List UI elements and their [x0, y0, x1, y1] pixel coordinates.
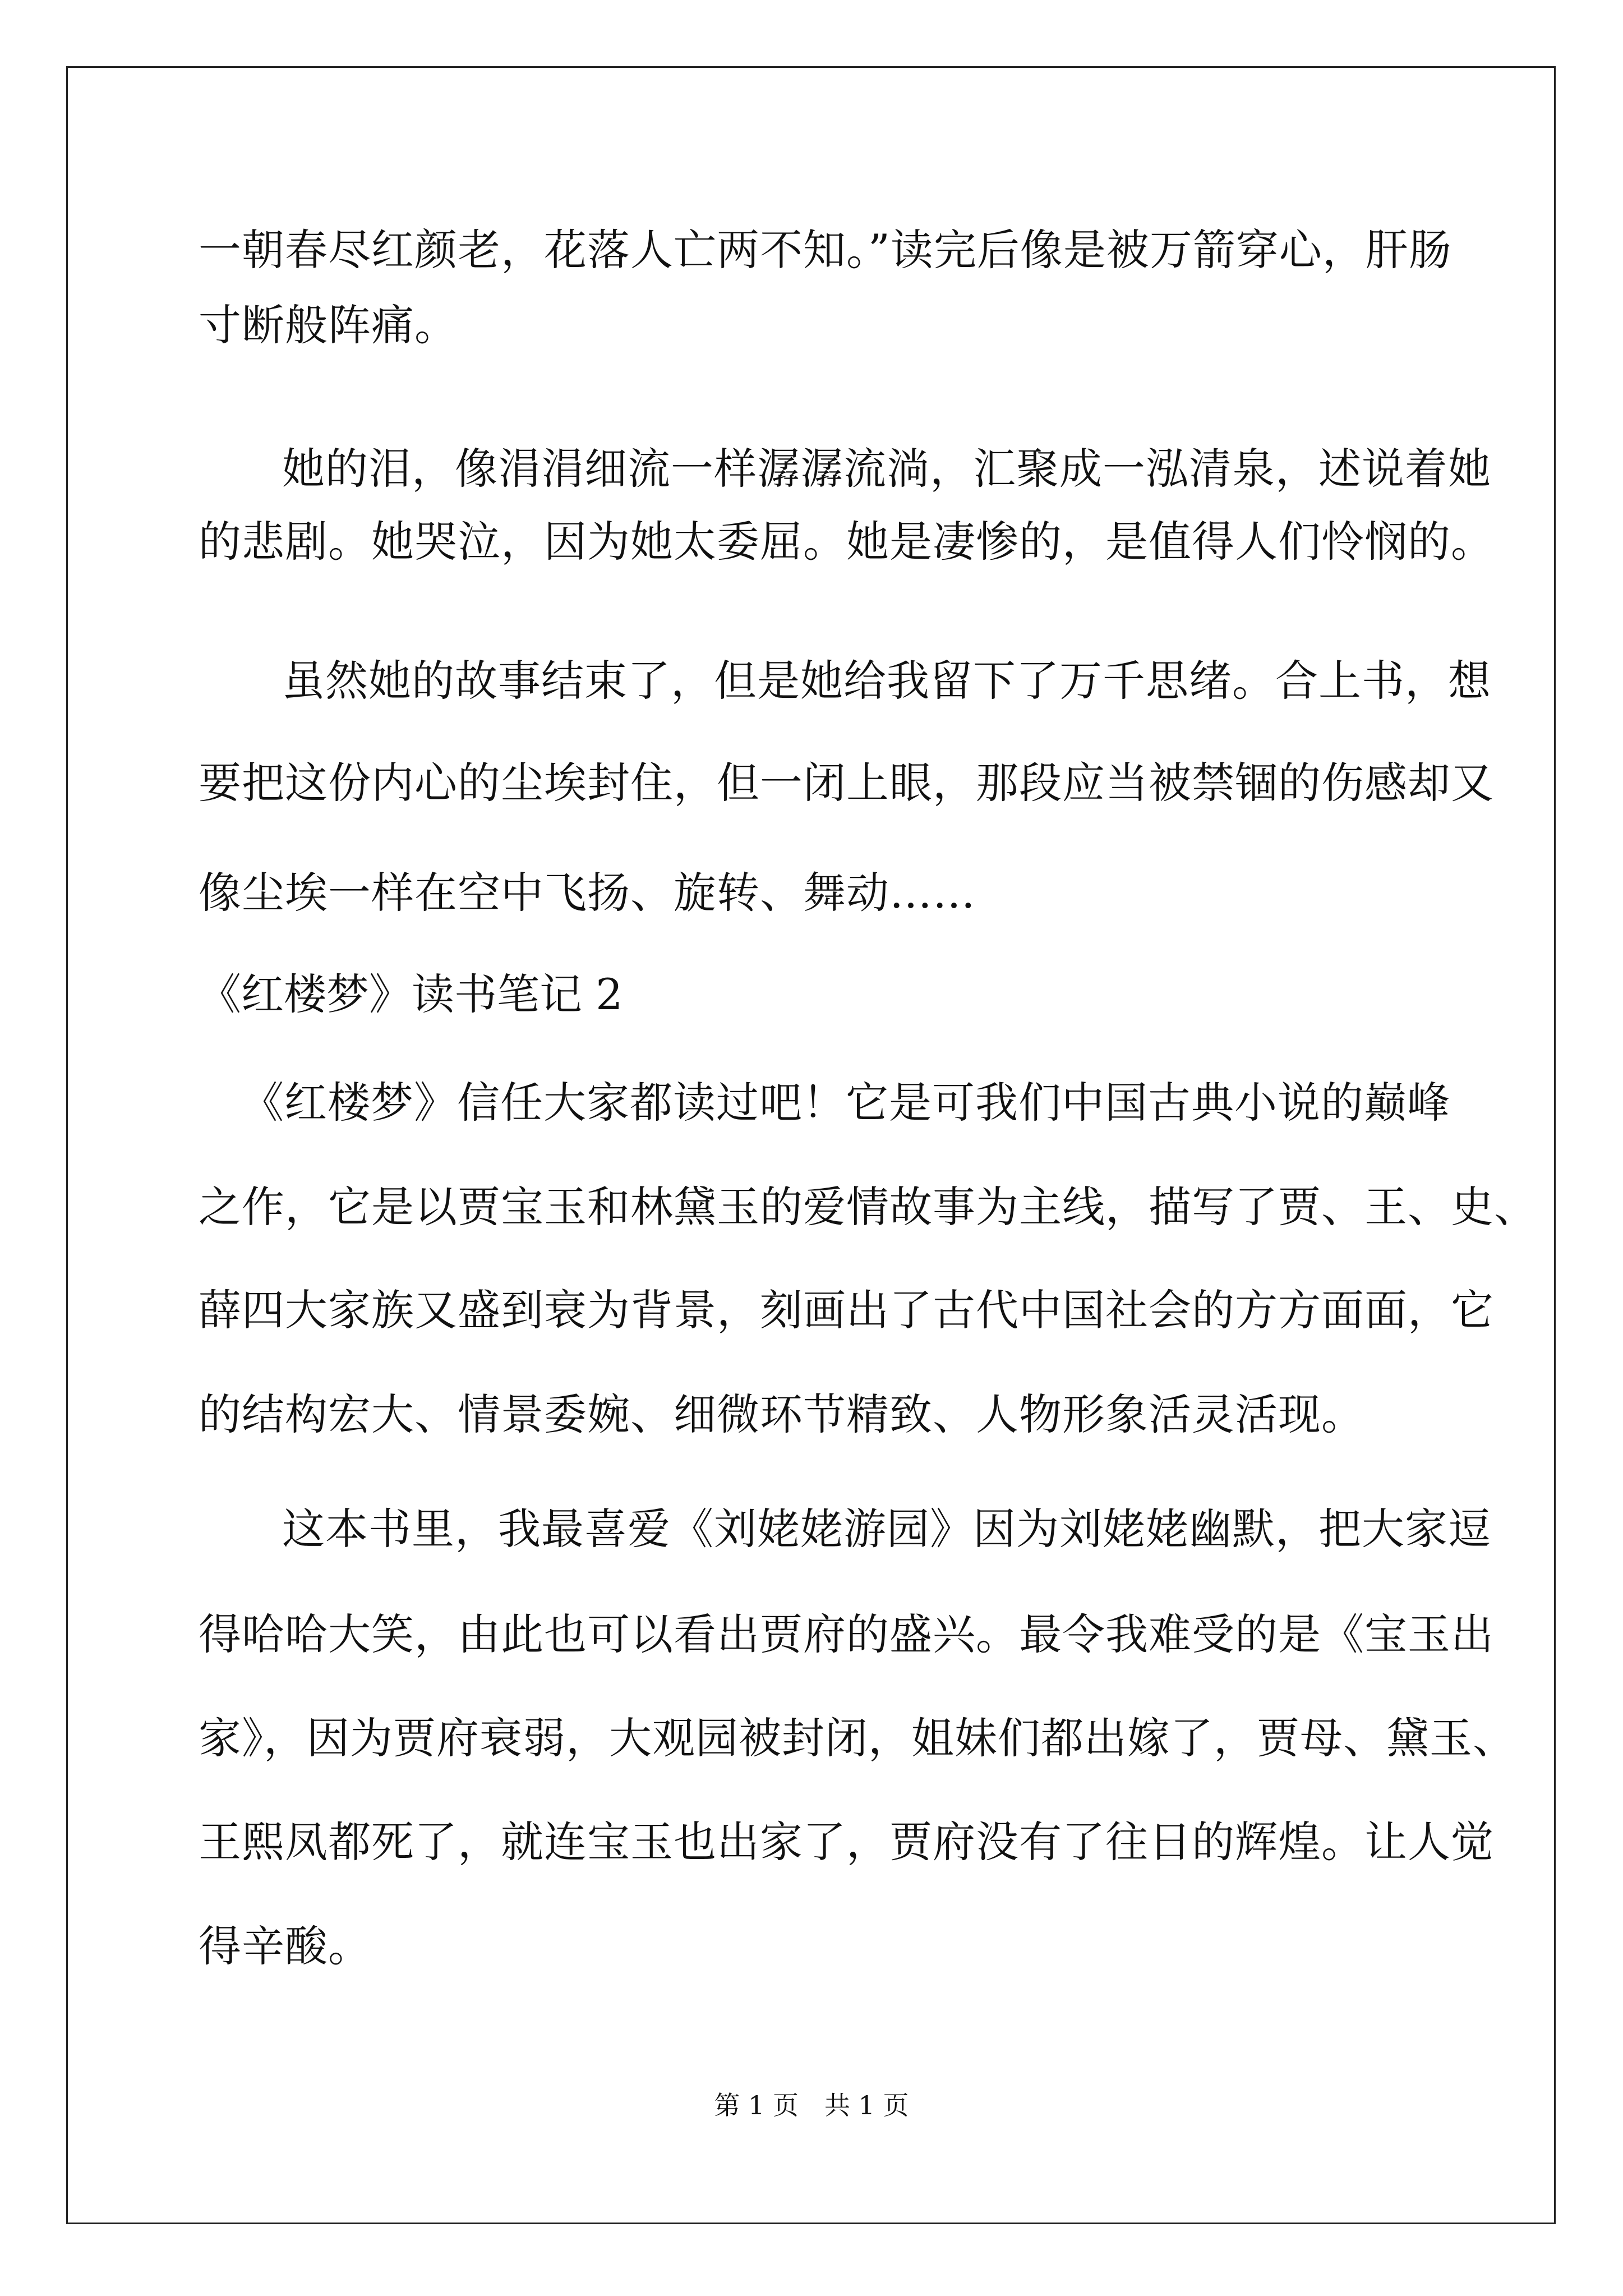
body-line-13: 这本书里，我最喜爱《刘姥姥游园》因为刘姥姥幽默，把大家逗 [282, 1504, 1491, 1554]
body-line-2: 寸断般阵痛。 [199, 300, 458, 350]
body-line-5: 虽然她的故事结束了，但是她给我留下了万千思绪。合上书，想 [282, 656, 1491, 706]
body-line-6: 要把这份内心的尘埃封住，但一闭上眼，那段应当被禁锢的伤感却又 [199, 758, 1494, 808]
body-line-7: 像尘埃一样在空中飞扬、旋转、舞动…… [199, 868, 976, 918]
body-line-15: 家》，因为贾府衰弱，大观园被封闭，姐妹们都出嫁了，贾母、黛玉、 [199, 1713, 1516, 1763]
page-footer: 第 1 页 共 1 页 [714, 2090, 909, 2120]
page-border [66, 66, 1556, 2224]
body-line-17: 得辛酸。 [199, 1921, 371, 1971]
body-line-1: 一朝春尽红颜老，花落人亡两不知。”读完后像是被万箭穿心，肝肠 [199, 225, 1452, 275]
body-line-10: 之作，它是以贾宝玉和林黛玉的爱情故事为主线，描写了贾、王、史、 [199, 1182, 1537, 1232]
body-line-4: 的悲剧。她哭泣，因为她太委屈。她是凄惨的，是值得人们怜悯的。 [199, 517, 1494, 567]
body-line-12: 的结构宏大、情景委婉、细微环节精致、人物形象活灵活现。 [199, 1389, 1364, 1439]
section-heading: 《红楼梦》读书笔记 2 [199, 969, 623, 1019]
body-line-16: 王熙凤都死了，就连宝玉也出家了，贾府没有了往日的辉煌。让人觉 [199, 1817, 1494, 1867]
body-line-11: 薛四大家族又盛到衰为背景，刻画出了古代中国社会的方方面面，它 [199, 1285, 1494, 1335]
body-line-9: 《红楼梦》信任大家都读过吧！它是可我们中国古典小说的巅峰 [241, 1078, 1450, 1128]
body-line-3: 她的泪，像涓涓细流一样潺潺流淌，汇聚成一泓清泉，述说着她 [282, 444, 1491, 494]
body-line-14: 得哈哈大笑，由此也可以看出贾府的盛兴。最令我难受的是《宝玉出 [199, 1609, 1494, 1659]
